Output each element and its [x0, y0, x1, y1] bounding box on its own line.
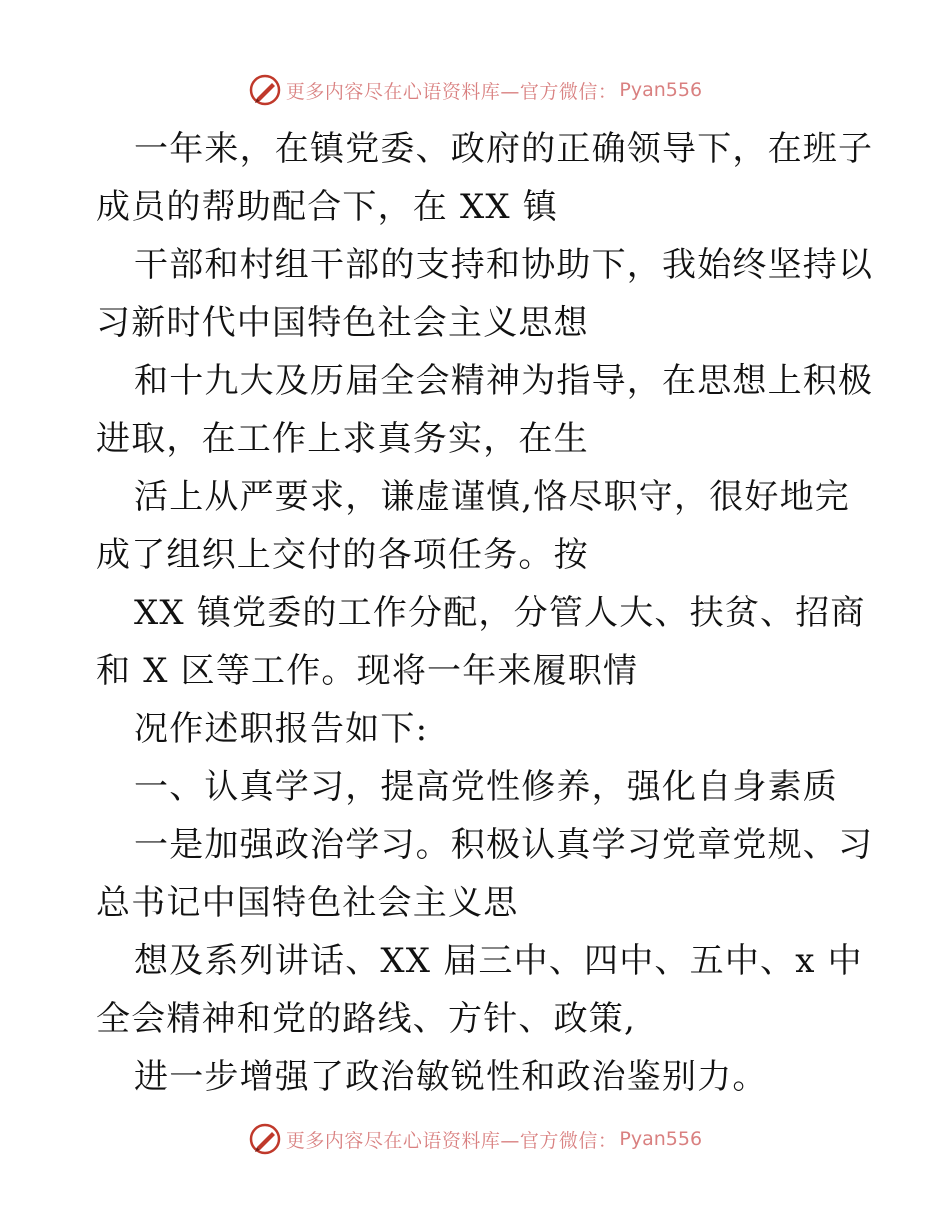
- text-line: 和十九大及历届全会精神为指导，在思想上积极: [134, 361, 874, 401]
- section-heading: 一、认真学习，提高党性修养，强化自身素质: [134, 767, 838, 807]
- pen-logo-icon: [248, 73, 282, 107]
- text-line: 总书记中国特色社会主义思: [96, 883, 519, 923]
- watermark-wechat-id: Pyan556: [619, 79, 703, 101]
- text-line: 想及系列讲话、XX 届三中、四中、五中、x 中: [134, 941, 863, 981]
- text-line: 活上从严要求，谦虚谨慎,恪尽职守，很好地完: [134, 477, 851, 517]
- text-line: 全会精神和党的路线、方针、政策,: [96, 999, 637, 1039]
- text-line: 干部和村组干部的支持和协助下，我始终坚持以: [134, 245, 874, 285]
- text-line: 和 X 区等工作。现将一年来履职情: [96, 651, 639, 691]
- text-line: 一年来，在镇党委、政府的正确领导下，在班子: [134, 129, 874, 169]
- watermark-text: 更多内容尽在心语资料库—官方微信：: [285, 1129, 618, 1152]
- footer-watermark: [0, 1121, 950, 1157]
- header-watermark: [0, 72, 950, 108]
- text-line: 进一步增强了政治敏锐性和政治鉴别力。: [134, 1057, 768, 1097]
- text-line: 习新时代中国特色社会主义思想: [96, 303, 589, 343]
- text-line: 进取，在工作上求真务实，在生: [96, 419, 589, 459]
- text-line: 成员的帮助配合下，在 XX 镇: [96, 187, 559, 227]
- watermark-wechat-id: Pyan556: [619, 1128, 703, 1150]
- document-body: [96, 120, 896, 1106]
- pen-logo-icon: [248, 1122, 282, 1156]
- text-line: XX 镇党委的工作分配，分管人大、扶贫、招商: [134, 593, 866, 633]
- watermark-text: 更多内容尽在心语资料库—官方微信：: [285, 80, 618, 103]
- text-line: 一是加强政治学习。积极认真学习党章党规、习: [134, 825, 874, 865]
- text-line: 成了组织上交付的各项任务。按: [96, 535, 589, 575]
- text-line: 况作述职报告如下:: [134, 709, 429, 749]
